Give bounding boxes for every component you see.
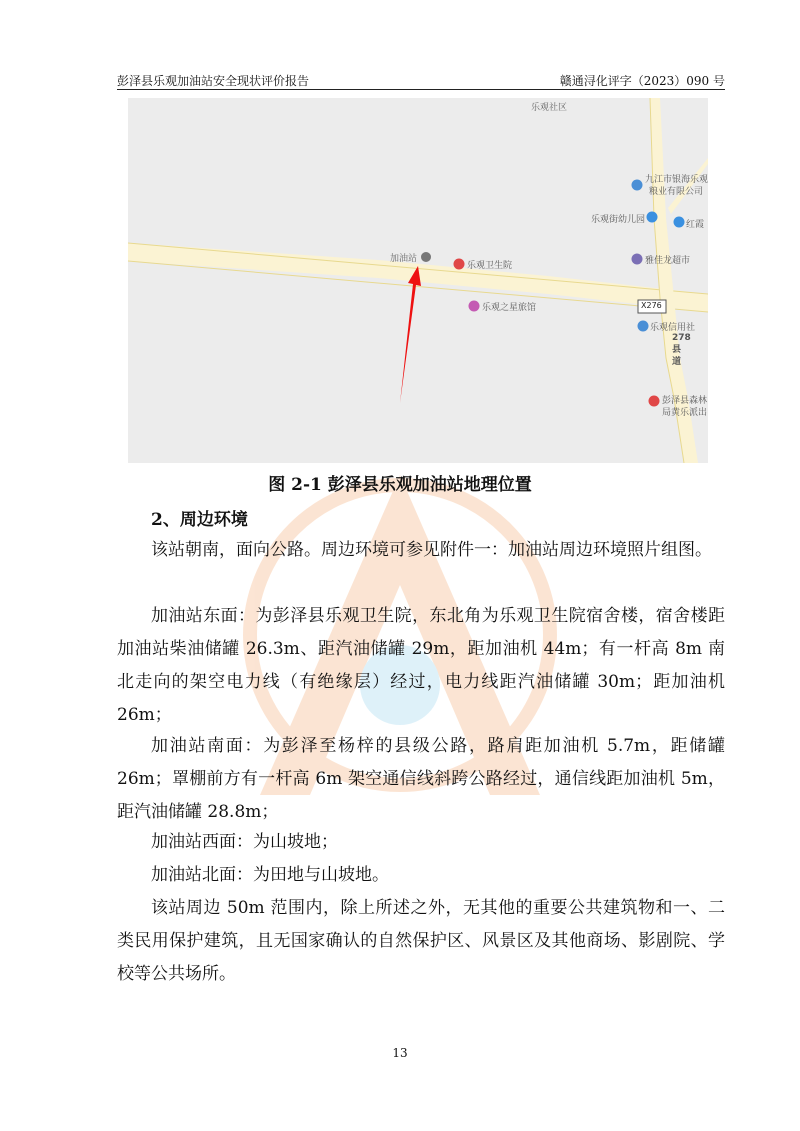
section-title: 2、周边环境 <box>151 510 248 530</box>
map-label-gas-station: 加油站 <box>390 254 418 264</box>
supermarket-icon <box>632 254 643 265</box>
page-number: 13 <box>392 1046 408 1060</box>
figure-caption: 图 2-1 彭泽县乐观加油站地理位置 <box>268 475 532 495</box>
police-icon <box>649 396 660 407</box>
paragraph-4: 加油站西面：为山坡地； <box>151 832 338 852</box>
header-title: 彭泽县乐观加油站安全现状评价报告 <box>117 74 310 88</box>
location-map <box>128 98 708 463</box>
gas-station-icon <box>421 252 431 262</box>
map-label-forest-2: 局黄乐派出 <box>662 408 708 418</box>
paragraph-1: 该站朝南，面向公路。周边环境可参见附件一：加油站周边环境照片组图。 <box>151 540 712 560</box>
map-label-company: 九江市银海乐观 <box>645 175 708 185</box>
header-doc-number: 赣通浔化评字（2023）090 号 <box>559 74 725 88</box>
paragraph-2: 加油站东面：为彭泽县乐观卫生院，东北角为乐观卫生院宿舍楼，宿舍楼距加油站柴油储罐 26.3m、距汽油储罐 29m，距加油机 44m；有一杆高 8m 南北走向的架空电力线（有绝缘层）经过，电力线距汽油储罐 30m；距加油机 26m； <box>117 606 725 725</box>
kindergarten-icon <box>647 212 658 223</box>
map-graphics <box>128 98 708 463</box>
map-label-forest: 彭泽县森林 <box>662 396 708 406</box>
map-label-kindergarten: 乐观街幼儿园 <box>591 215 646 225</box>
map-label-hotel: 乐观之星旅馆 <box>482 303 537 313</box>
map-label-red: 红霞 <box>686 220 705 230</box>
company-icon <box>632 180 643 191</box>
road-sign-label: X276 <box>641 301 662 310</box>
map-label-credit: 乐观信用社 <box>650 323 696 333</box>
paragraph-6: 该站周边 50m 范围内，除上所述之外，无其他的重要公共建筑物和一、二类民用保护建筑，且无国家确认的自然保护区、风景区及其他商场、影剧院、学校等公共场所。 <box>117 898 725 984</box>
map-label-county-road: 278县道 <box>672 333 691 367</box>
map-label-company-2: 粮业有限公司 <box>649 187 704 197</box>
map-label-supermarket: 雅佳龙超市 <box>645 256 691 266</box>
paragraph-3: 加油站南面：为彭泽至杨梓的县级公路，路肩距加油机 5.7m，距储罐 26m；罩棚前方有一杆高 6m 架空通信线斜跨公路经过，通信线距加油机 5m，距汽油储罐 28.8m； <box>117 736 725 822</box>
paragraph-5: 加油站北面：为田地与山坡地。 <box>151 865 389 885</box>
map-label-hospital: 乐观卫生院 <box>467 261 513 271</box>
red-place-icon <box>674 217 685 228</box>
bank-icon <box>638 321 649 332</box>
hotel-icon <box>469 301 480 312</box>
hospital-icon <box>454 259 465 270</box>
page-header <box>117 70 725 90</box>
map-label-community: 乐观社区 <box>531 103 568 113</box>
